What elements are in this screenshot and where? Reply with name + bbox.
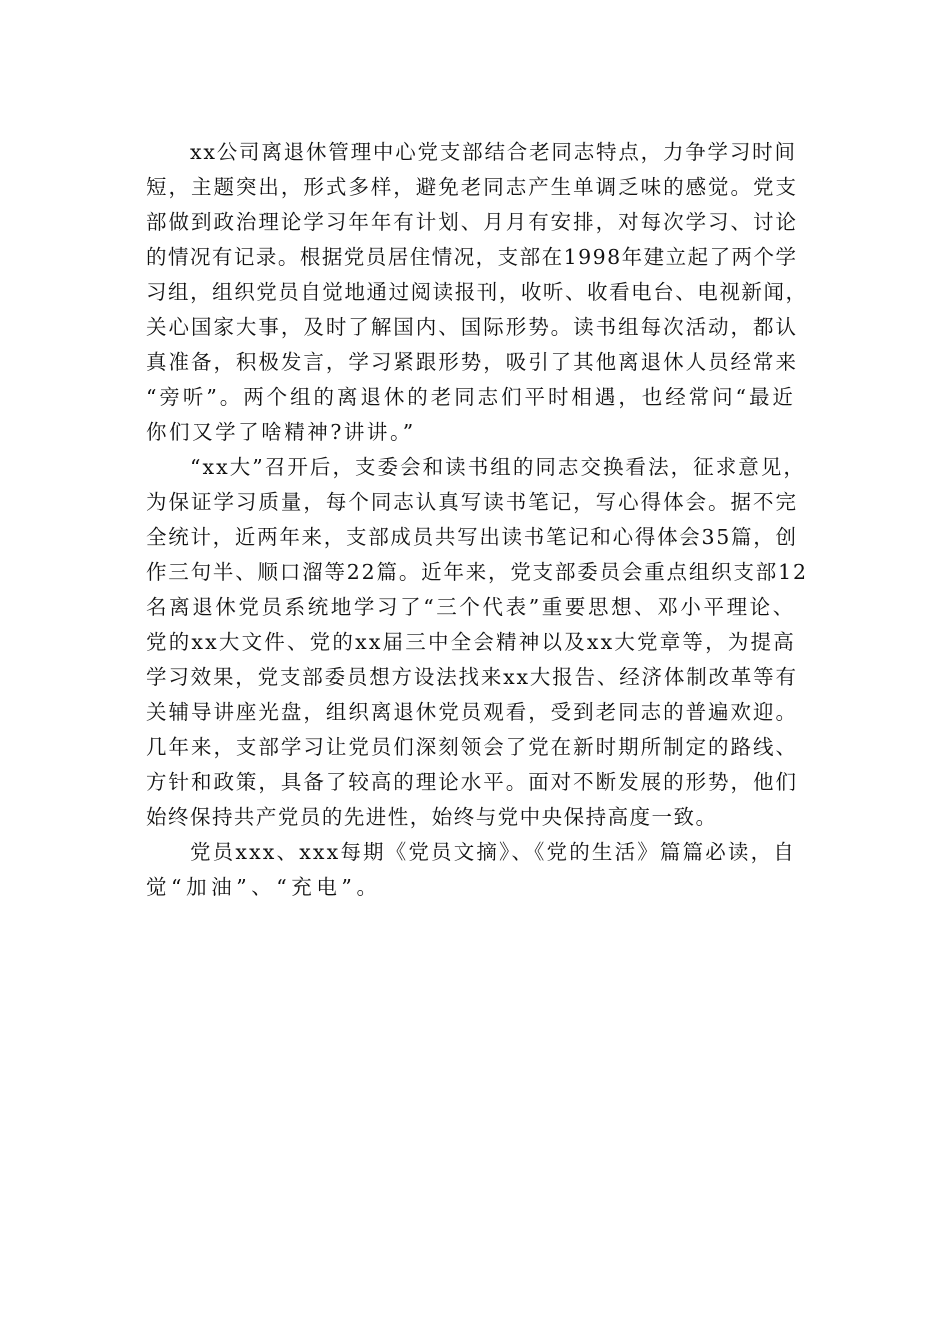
text-line: 方针和政策，具备了较高的理论水平。面对不断发展的形势，他们 [146,770,798,794]
text-line: 觉“加油”、“充电”。 [146,875,382,899]
text-line: 党员xxx、xxx每期《党员文摘》、《党的生活》篇篇必读，自 [190,840,796,864]
text-line: 你们又学了啥精神?讲讲。” [146,420,416,444]
text-line: 几年来，支部学习让党员们深刻领会了党在新时期所制定的路线、 [146,735,798,759]
text-line: 全统计，近两年来，支部成员共写出读书笔记和心得体会35篇，创 [146,525,798,549]
text-line: “旁听”。两个组的离退休的老同志们平时相遇，也经常问“最近 [146,385,796,409]
text-line: 始终保持共产党员的先进性，始终与党中央保持高度一致。 [146,805,718,829]
text-line: xx公司离退休管理中心党支部结合老同志特点，力争学习时间 [190,140,797,164]
text-line: 关心国家大事，及时了解国内、国际形势。读书组每次活动，都认 [146,315,798,339]
text-line: 短，主题突出，形式多样，避免老同志产生单调乏味的感觉。党支 [146,175,798,199]
text-line: 党的xx大文件、党的xx届三中全会精神以及xx大党章等，为提高 [146,630,796,654]
text-line: “xx大”召开后，支委会和读书组的同志交换看法，征求意见， [190,455,806,479]
text-line: 为保证学习质量，每个同志认真写读书笔记，写心得体会。据不完 [146,490,798,514]
text-line: 的情况有记录。根据党员居住情况，支部在1998年建立起了两个学 [146,245,798,269]
text-line: 学习效果，党支部委员想方设法找来xx大报告、经济体制改革等有 [146,665,798,689]
text-line: 习组，组织党员自觉地通过阅读报刊，收听、收看电台、电视新闻， [146,280,808,304]
text-line: 作三句半、顺口溜等22篇。近年来，党支部委员会重点组织支部12 [146,560,808,584]
text-line: 关辅导讲座光盘，组织离退休党员观看，受到老同志的普遍欢迎。 [146,700,798,724]
text-line: 真准备，积极发言，学习紧跟形势，吸引了其他离退休人员经常来 [146,350,798,374]
text-line: 名离退休党员系统地学习了“三个代表”重要思想、邓小平理论、 [146,595,796,619]
text-line: 部做到政治理论学习年年有计划、月月有安排，对每次学习、讨论 [146,210,798,234]
